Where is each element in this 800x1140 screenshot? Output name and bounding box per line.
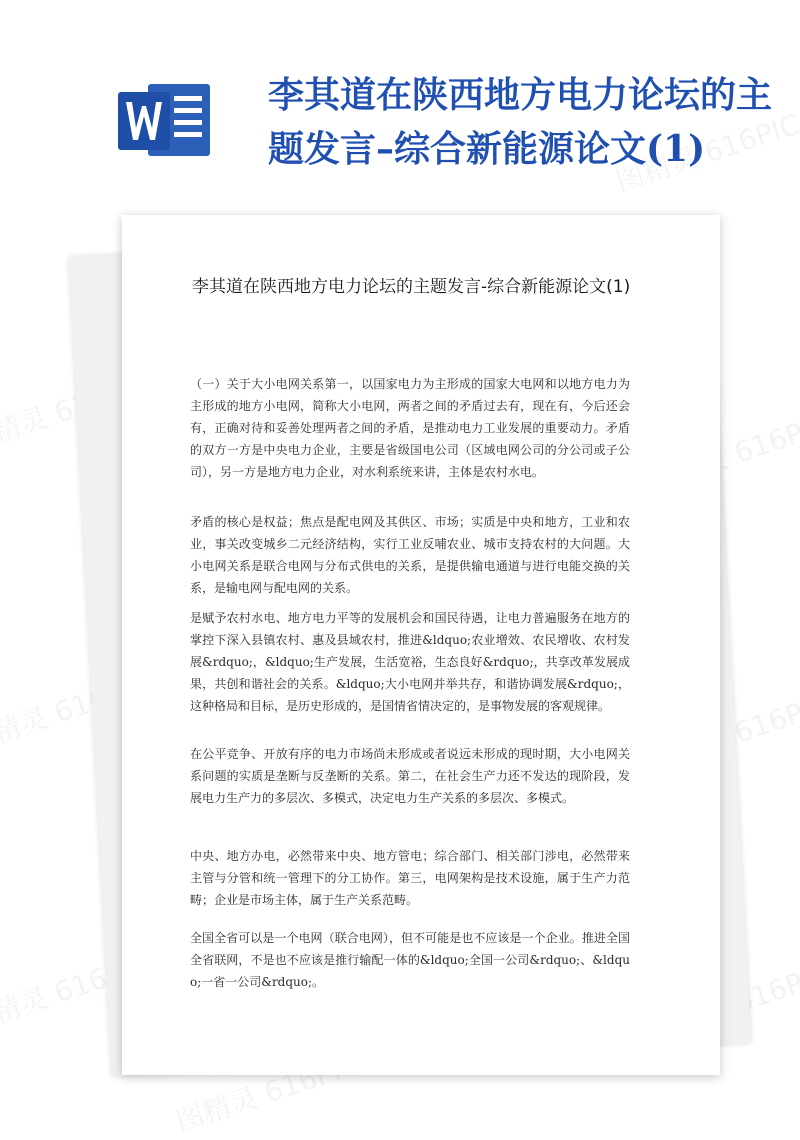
paragraph: 全国全省可以是一个电网（联合电网），但不可能是也不应该是一个企业。推进全国全省联网，不是也不应该是推行输配一体的&ldquo;全国一公司&rdquo;、&ldquo;一省一公司&rdquo;。 (190, 931, 630, 989)
paragraph: 矛盾的核心是权益；焦点是配电网及其供区、市场；实质是中央和地方，工业和农业，事关改变城乡二元经济结构，实行工业反哺农业、城市支持农村的大问题。大小电网关系是联合电网与分布式供电的关系，是提供输电通道与进行电能交换的关系，是输电网与配电网的关系。 (190, 515, 630, 595)
document-title: 李其道在陕西地方电力论坛的主题发言-综合新能源论文(1) (192, 277, 631, 297)
paragraph: 中央、地方办电，必然带来中央、地方管电；综合部门、相关部门涉电，必然带来主管与分管和统一管理下的分工协作。第三，电网架构是技术设施，属于生产力范畴；企业是市场主体，属于生产关系范畴。 (190, 849, 630, 907)
document-page (122, 215, 720, 1075)
paragraph: 在公平竞争、开放有序的电力市场尚未形成或者说远未形成的现时期，大小电网关系问题的实质是垄断与反垄断的关系。第二，在社会生产力还不发达的现阶段，发展电力生产力的多层次、多模式，决定电力生产关系的多层次、多模式。 (190, 747, 630, 805)
paragraph: （一）关于大小电网关系第一，以国家电力为主形成的国家大电网和以地方电力为主形成的地方小电网，简称大小电网，两者之间的矛盾过去有，现在有，今后还会有，正确对待和妥善处理两者之间的矛盾，是推动电力工业发展的重要动力。矛盾的双方一方是中央电力企业，主要是省级国电公司（区域电网公司的分公司或子公司），另一方是地方电力企业，对水利系统来讲，主体是农村水电。 (190, 377, 630, 479)
page-title: 李其道在陕西地方电力论坛的主题发言–综合新能源论文(1) (268, 74, 773, 170)
paragraph: 是赋予农村水电、地方电力平等的发展机会和国民待遇，让电力普遍服务在地方的掌控下深入县镇农村、惠及县域农村，推进&ldquo;农业增效、农民增收、农村发展&rdquo;，&ldquo;生产发展，生活宽裕，生态良好&rdquo;，共享改革发展成果，共创和谐社会的关系。&ldquo;大小电网并举共存，和谐协调发展&rdquo;，这种格局和目标，是历史形成的，是国情省情决定的，是事物发展的客观规律。 (190, 611, 630, 713)
word-document-icon (118, 78, 214, 162)
